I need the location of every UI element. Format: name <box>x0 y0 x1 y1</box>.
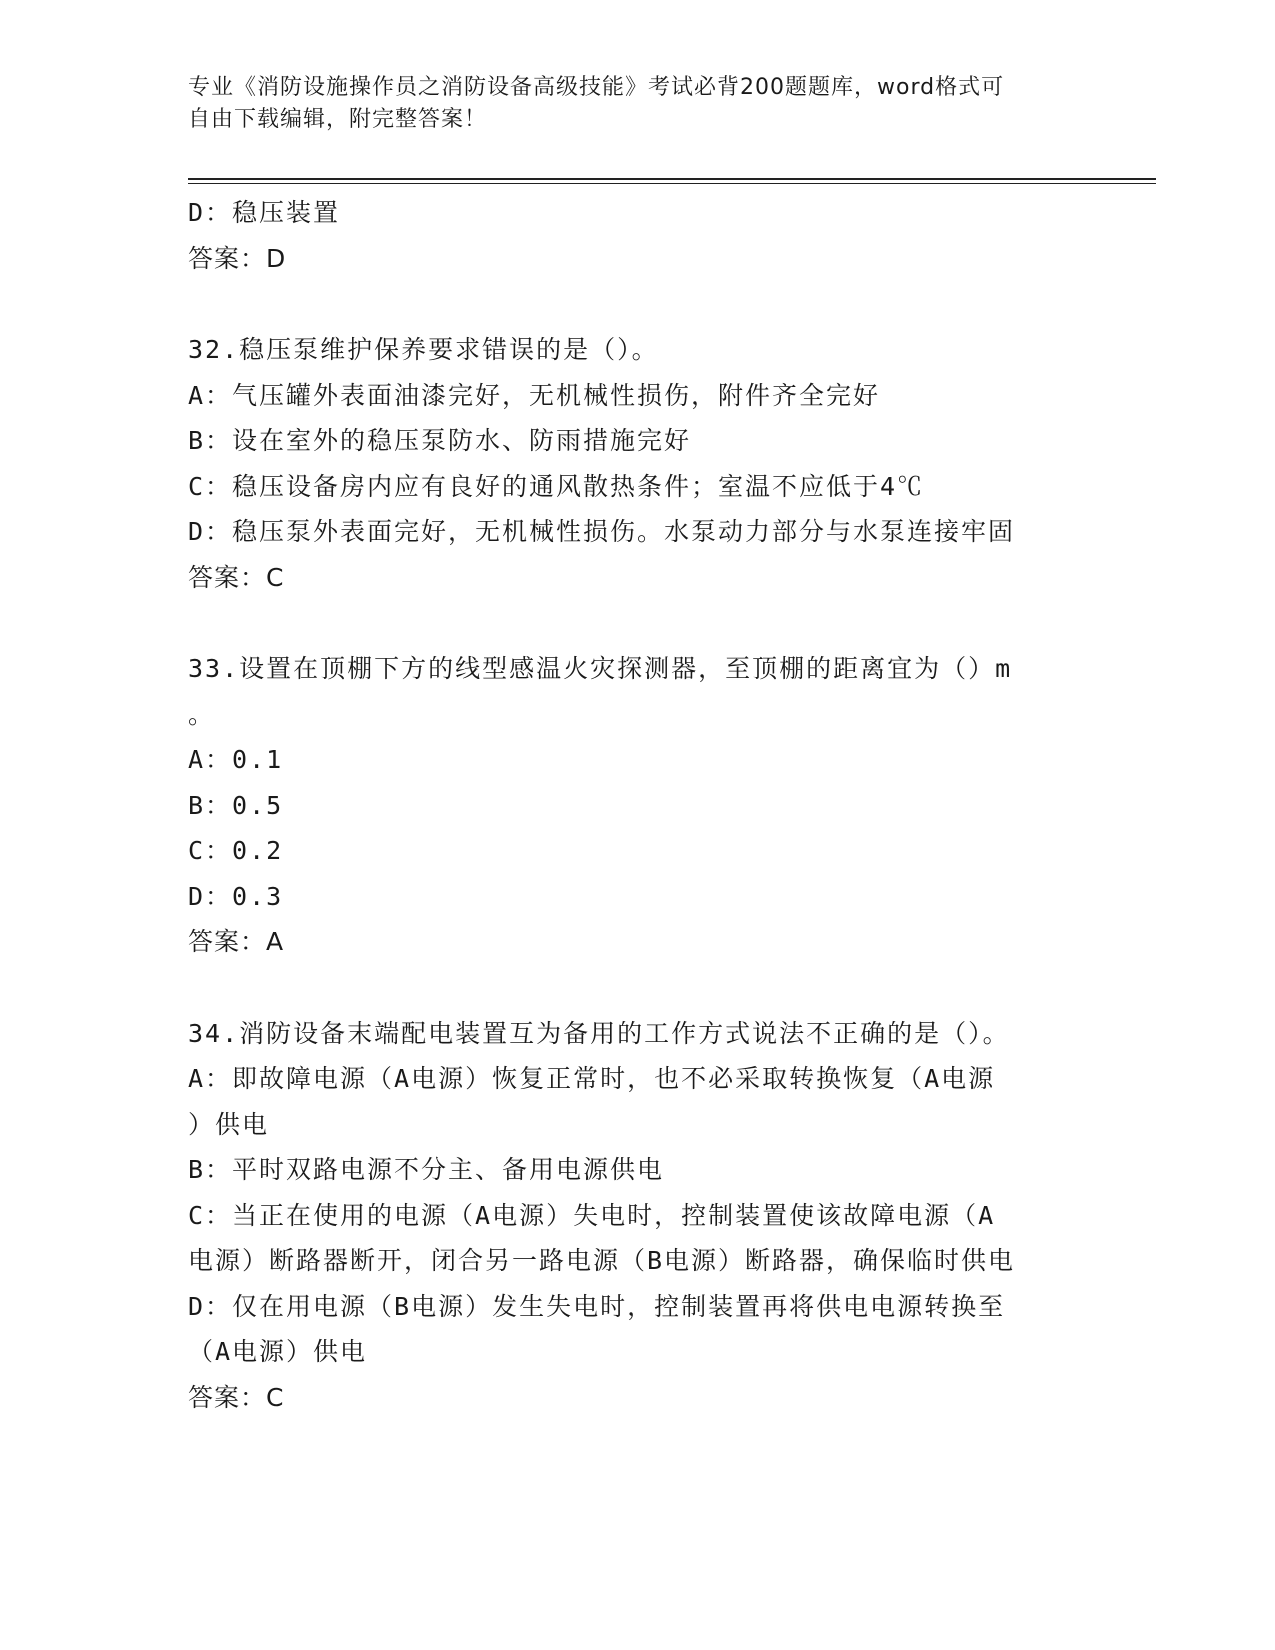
option-c: C：0.2 <box>188 836 284 865</box>
option-d: D：稳压泵外表面完好，无机械性损伤。水泵动力部分与水泵连接牢固 <box>188 517 1016 546</box>
document-header <box>188 72 1068 136</box>
header-divider-thin <box>188 183 1156 184</box>
option-c: C：当正在使用的电源（A电源）失电时，控制装置使该故障电源（A <box>188 1200 996 1230</box>
option-d: D：仅在用电源（B电源）发生失电时，控制装置再将供电电源转换至 <box>188 1291 1006 1321</box>
question-stem-continued: 。 <box>188 699 216 729</box>
question-stem: 33.设置在顶棚下方的线型感温火灾探测器，至顶棚的距离宜为（）m <box>188 654 1013 683</box>
option-b: B：0.5 <box>188 790 284 820</box>
option-b: B：设在室外的稳压泵防水、防雨措施完好 <box>188 426 692 455</box>
option-d-continued: （A电源）供电 <box>188 1337 368 1366</box>
header-line-1: 专业《消防设施操作员之消防设备高级技能》考试必背200题题库，word格式可 <box>188 75 1005 100</box>
question-block <box>188 646 1088 965</box>
answer-line: 答案：C <box>188 562 285 592</box>
option-d: D：稳压装置 <box>188 198 341 227</box>
question-block <box>188 327 1088 600</box>
answer-line: 答案：D <box>188 243 287 273</box>
question-block <box>188 190 1088 281</box>
header-divider-thick <box>188 178 1156 180</box>
option-d: D：0.3 <box>188 881 284 911</box>
question-list <box>188 190 1088 1420</box>
option-a: A：气压罐外表面油漆完好，无机械性损伤，附件齐全完好 <box>188 380 881 410</box>
option-a: A：即故障电源（A电源）恢复正常时，也不必采取转换恢复（A电源 <box>188 1064 996 1093</box>
answer-line: 答案：A <box>188 927 285 956</box>
question-stem: 34.消防设备末端配电装置互为备用的工作方式说法不正确的是（）。 <box>188 1018 1010 1048</box>
option-a: A：0.1 <box>188 745 284 774</box>
question-block <box>188 1011 1088 1421</box>
option-a-continued: ）供电 <box>188 1109 270 1139</box>
option-c-continued: 电源）断路器断开，闭合另一路电源（B电源）断路器，确保临时供电 <box>188 1246 1016 1275</box>
header-line-2: 自由下载编辑，附完整答案！ <box>188 107 488 132</box>
answer-line: 答案：C <box>188 1382 285 1412</box>
question-stem: 32.稳压泵维护保养要求错误的是（）。 <box>188 335 659 364</box>
option-b: B：平时双路电源不分主、备用电源供电 <box>188 1155 665 1184</box>
option-c: C：稳压设备房内应有良好的通风散热条件；室温不应低于4℃ <box>188 471 925 501</box>
